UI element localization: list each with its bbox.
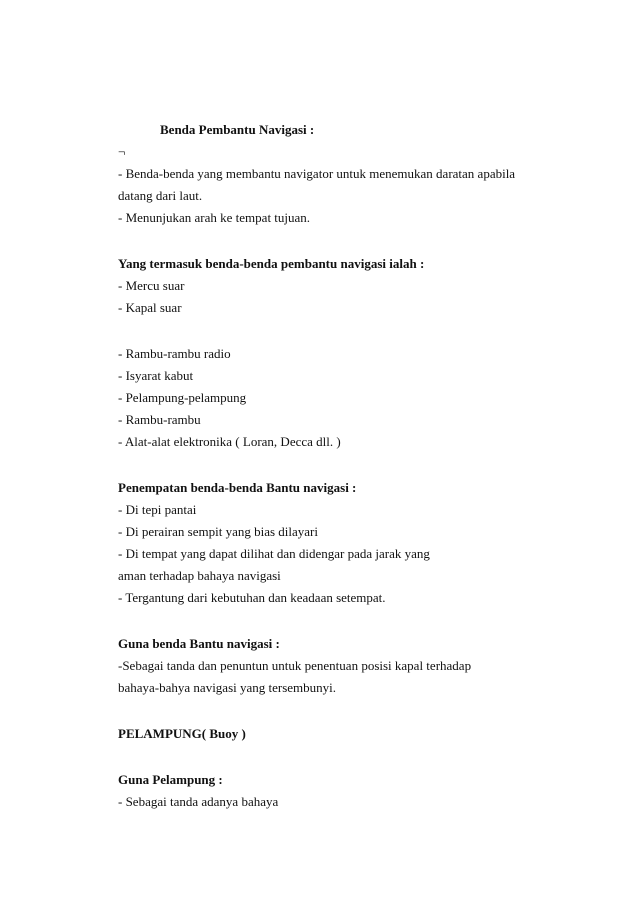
heading-pelampung: PELAMPUNG( Buoy ) <box>118 726 246 741</box>
list-2-item-1: - Rambu-rambu radio <box>118 346 231 361</box>
heading-benda-pembantu-navigasi: Benda Pembantu Navigasi : <box>160 122 315 137</box>
list-3-item-2: - Di perairan sempit yang bias dilayari <box>118 524 318 539</box>
list-2-item-4: - Rambu-rambu <box>118 412 201 427</box>
heading-yang-termasuk: Yang termasuk benda-benda pembantu navigasi ialah : <box>118 256 425 271</box>
list-4-item-2: bahaya-bahya navigasi yang tersembunyi. <box>118 680 337 695</box>
list-3-item-3: - Di tempat yang dapat dilihat dan didengar pada jarak yang <box>118 546 430 561</box>
heading-guna-benda: Guna benda Bantu navigasi : <box>118 636 280 651</box>
list-3-item-4: aman terhadap bahaya navigasi <box>118 568 281 583</box>
list-3-item-1: - Di tepi pantai <box>118 502 197 517</box>
intro-line-2: datang dari laut. <box>118 188 203 203</box>
heading-penempatan: Penempatan benda-benda Bantu navigasi : <box>118 480 357 495</box>
intro-line-3: - Menunjukan arah ke tempat tujuan. <box>118 210 311 225</box>
heading-guna-pelampung: Guna Pelampung : <box>118 772 223 787</box>
list-5-item-1: - Sebagai tanda adanya bahaya <box>118 794 279 809</box>
list-1-item-1: - Mercu suar <box>118 278 185 293</box>
list-2-item-2: - Isyarat kabut <box>118 368 194 383</box>
intro-line-1: - Benda-benda yang membantu navigator untuk menemukan daratan apabila <box>118 166 516 181</box>
list-1-item-2: - Kapal suar <box>118 300 182 315</box>
symbol: ¬ <box>118 144 126 159</box>
list-2-item-5: - Alat-alat elektronika ( Loran, Decca dll. ) <box>118 434 341 449</box>
list-2-item-3: - Pelampung-pelampung <box>118 390 247 405</box>
list-3-item-5: - Tergantung dari kebutuhan dan keadaan setempat. <box>118 590 386 605</box>
list-4-item-1: -Sebagai tanda dan penuntun untuk penentuan posisi kapal terhadap <box>118 658 472 673</box>
